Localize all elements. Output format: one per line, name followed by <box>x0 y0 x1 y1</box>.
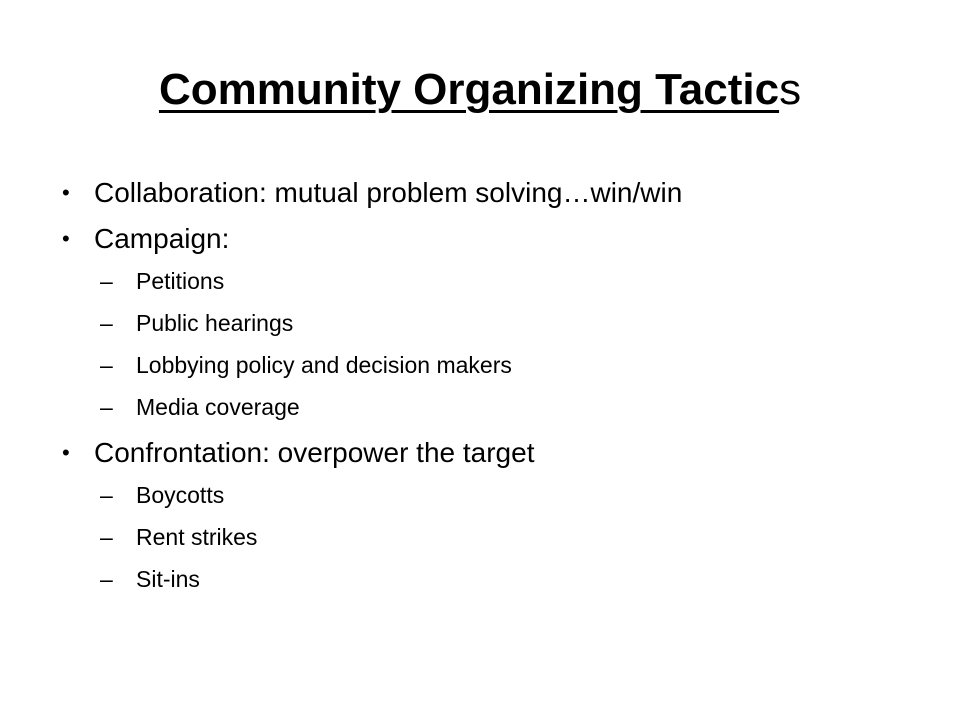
sub-item-text: Media coverage <box>136 394 300 420</box>
dash-icon: – <box>100 482 113 508</box>
dash-icon: – <box>100 352 113 378</box>
sub-item-text: Sit-ins <box>136 566 200 592</box>
sub-item-media-coverage <box>62 386 922 428</box>
sub-item-text: Public hearings <box>136 310 294 336</box>
dash-icon: – <box>100 394 113 420</box>
dash-icon: – <box>100 524 113 550</box>
slide-title <box>0 62 960 118</box>
bullet-list <box>62 172 922 600</box>
sub-item-lobbying <box>62 344 922 386</box>
sub-item-text: Petitions <box>136 268 225 294</box>
sub-item-rent-strikes <box>62 516 922 558</box>
sub-item-sit-ins <box>62 558 922 600</box>
slide-title-underlined: Community Organizing Tactic <box>158 65 780 114</box>
bullet-text: Confrontation: overpower the target <box>94 437 535 468</box>
sub-item-text: Lobbying policy and decision makers <box>136 352 512 378</box>
bullet-dot-icon: • <box>62 226 70 251</box>
sub-item-text: Boycotts <box>136 482 225 508</box>
bullet-text: Campaign: <box>94 223 230 254</box>
sub-item-text: Rent strikes <box>136 524 258 550</box>
bullet-item-campaign <box>62 218 922 260</box>
sub-item-boycotts <box>62 474 922 516</box>
dash-icon: – <box>100 566 113 592</box>
bullet-dot-icon: • <box>62 440 70 465</box>
sub-item-petitions <box>62 260 922 302</box>
slide-title-rest: s <box>779 65 802 114</box>
bullet-item-collaboration <box>62 172 922 214</box>
dash-icon: – <box>100 268 113 294</box>
bullet-item-confrontation <box>62 432 922 474</box>
sub-item-public-hearings <box>62 302 922 344</box>
bullet-text: Collaboration: mutual problem solving…win/win <box>94 177 683 208</box>
dash-icon: – <box>100 310 113 336</box>
bullet-dot-icon: • <box>62 180 70 205</box>
